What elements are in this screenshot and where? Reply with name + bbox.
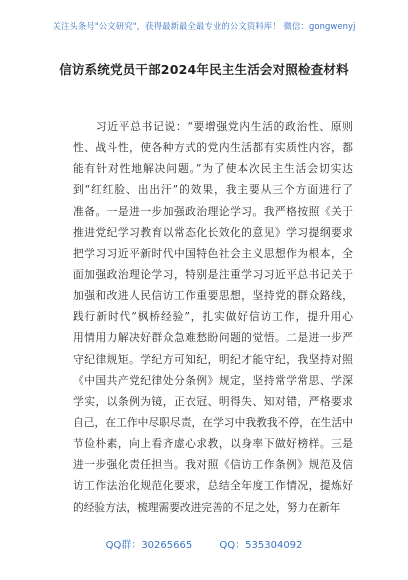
body-line: 节俭朴素，向上看齐虚心求教，以身率下做好榜样。三是 bbox=[73, 437, 353, 451]
body-line: 用情用力解决好群众急难愁盼问题的觉悟。二是进一步严 bbox=[73, 331, 353, 345]
document-title: 信访系统党员干部2024年民主生活会对照检查材料 bbox=[59, 62, 349, 77]
body-line: 能有针对性地解决问题。”为了使本次民主生活会切实达 bbox=[73, 162, 353, 176]
body-line: 性、战斗性，使各种方式的党内生活都有实质性内容，都 bbox=[73, 141, 353, 155]
body-line: 进一步强化责任担当。我对照《信访工作条例》规范及信 bbox=[73, 458, 353, 472]
body-line: 《中国共产党纪律处分条例》规定，坚持常学常思、学深 bbox=[73, 373, 353, 387]
body-line: 访工作法治化规范化要求，总结全年度工作情况，提炼好 bbox=[73, 479, 353, 493]
footer-contact bbox=[0, 536, 408, 551]
footer-qq-group: QQ群：30265665 bbox=[105, 540, 193, 551]
body-line: 的经验方法，梳理需要改进完善的不足之处，努力在新年 bbox=[73, 500, 341, 514]
body-line: 践行新时代“枫桥经验”，扎实做好信访工作，提升用心 bbox=[73, 310, 353, 324]
document-body bbox=[73, 116, 353, 518]
body-line: 准备。一是进一步加强政治理论学习。我严格按照《关于 bbox=[73, 204, 353, 218]
body-line: 习近平总书记说：“要增强党内生活的政治性、原则 bbox=[73, 120, 353, 133]
body-line: 到“红红脸、出出汗”的效果，我主要从三个方面进行了 bbox=[73, 183, 353, 197]
body-line: 把学习习近平新时代中国特色社会主义思想作为根本，全 bbox=[73, 246, 353, 260]
body-line: 学实，以条例为镜，正衣冠、明得失、知对错，严格要求 bbox=[73, 394, 353, 408]
header-promo-note: 关注头条号"公文研究"，获得最新最全最专业的公文资料库！ 微信：gongwenyj bbox=[52, 21, 356, 31]
body-line: 守纪律规矩。学纪方可知纪，明纪才能守纪，我坚持对照 bbox=[73, 352, 353, 366]
body-line: 推进党纪学习教育以常态化长效化的意见》学习提纲要求 bbox=[73, 225, 353, 239]
footer-qq-number: QQ：535304092 bbox=[219, 540, 303, 551]
body-line: 面加强政治理论学习，特别是注重学习习近平总书记关于 bbox=[73, 267, 353, 281]
body-line: 自己，在工作中尽职尽责，在学习中我教我不停，在生活中 bbox=[73, 415, 353, 429]
body-line: 加强和改进人民信访工作重要思想，坚持党的群众路线， bbox=[73, 289, 353, 303]
